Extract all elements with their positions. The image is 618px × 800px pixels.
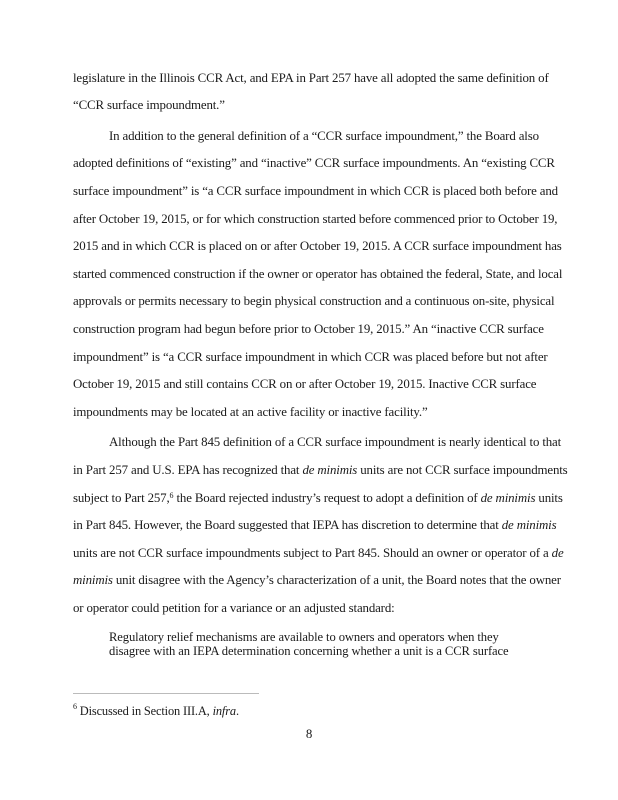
italic-term: de xyxy=(551,546,564,560)
footnote-marker: 6 xyxy=(73,702,77,711)
text-run: unit disagree with the Agency’s characterization of a unit, the Board notes that the owner xyxy=(112,573,561,587)
text-run: or operator could petition for a variance or an adjusted standard: xyxy=(73,601,395,615)
italic-term: de minimis xyxy=(501,518,557,532)
body-line xyxy=(73,545,564,561)
body-line: started commenced construction if the owner or operator has obtained the federal, State, and local xyxy=(73,267,563,281)
body-line xyxy=(109,434,561,450)
footnote-italic: infra xyxy=(212,704,236,718)
body-line: In addition to the general definition of a “CCR surface impoundment,” the Board also xyxy=(109,129,539,143)
body-line: impoundment” is “a CCR surface impoundment in which CCR was placed before but not after xyxy=(73,350,548,364)
body-line xyxy=(73,600,395,616)
body-line xyxy=(73,572,561,588)
body-line: construction program had begun before prior to October 19, 2015.” An “inactive CCR surface xyxy=(73,322,544,336)
footnote xyxy=(73,704,239,719)
block-quote-line: disagree with an IEPA determination concerning whether a unit is a CCR surface xyxy=(109,644,509,658)
body-line xyxy=(73,462,568,478)
text-run: units are not CCR surface impoundments xyxy=(357,463,568,477)
italic-term: minimis xyxy=(73,573,113,587)
body-line xyxy=(73,490,563,506)
body-line: surface impoundment” is “a CCR surface impoundment in which CCR is placed both before and xyxy=(73,184,558,198)
footnote-divider xyxy=(73,693,259,694)
italic-term: de minimis xyxy=(480,491,536,505)
text-run: Although the Part 845 definition of a CCR surface impoundment is nearly identical to that xyxy=(109,435,562,449)
body-line: after October 19, 2015, or for which construction started before commenced prior to October 19, xyxy=(73,212,558,226)
body-line: October 19, 2015 and still contains CCR on or after October 19, 2015. Inactive CCR surface xyxy=(73,377,537,391)
body-line: “CCR surface impoundment.” xyxy=(73,98,225,112)
italic-term: de minimis xyxy=(302,463,358,477)
body-line xyxy=(73,517,556,533)
block-quote-line: Regulatory relief mechanisms are available to owners and operators when they xyxy=(109,630,499,644)
footnote-end: . xyxy=(235,704,239,718)
body-line: 2015 and in which CCR is placed on or after October 19, 2015. A CCR surface impoundment has xyxy=(73,239,562,253)
text-run: units are not CCR surface impoundments subject to Part 845. Should an owner or operator of a xyxy=(73,546,552,560)
page-number: 8 xyxy=(305,727,313,741)
body-line: legislature in the Illinois CCR Act, and EPA in Part 257 have all adopted the same definition of xyxy=(73,71,549,85)
footnote-text: Discussed in Section III.A, xyxy=(76,704,213,718)
body-line: approvals or permits necessary to begin physical construction and a continuous on-site, physical xyxy=(73,294,555,308)
text-run: units xyxy=(535,491,563,505)
text-run: the Board rejected industry’s request to adopt a definition of xyxy=(173,491,481,505)
text-run: in Part 257 and U.S. EPA has recognized that xyxy=(73,463,303,477)
body-line: adopted definitions of “existing” and “inactive” CCR surface impoundments. An “existing CCR xyxy=(73,156,555,170)
footnote-reference: 6 xyxy=(169,491,174,500)
text-run: subject to Part 257, xyxy=(73,491,170,505)
body-line: impoundments may be located at an active facility or inactive facility.” xyxy=(73,405,428,419)
text-run: in Part 845. However, the Board suggested that IEPA has discretion to determine that xyxy=(73,518,502,532)
